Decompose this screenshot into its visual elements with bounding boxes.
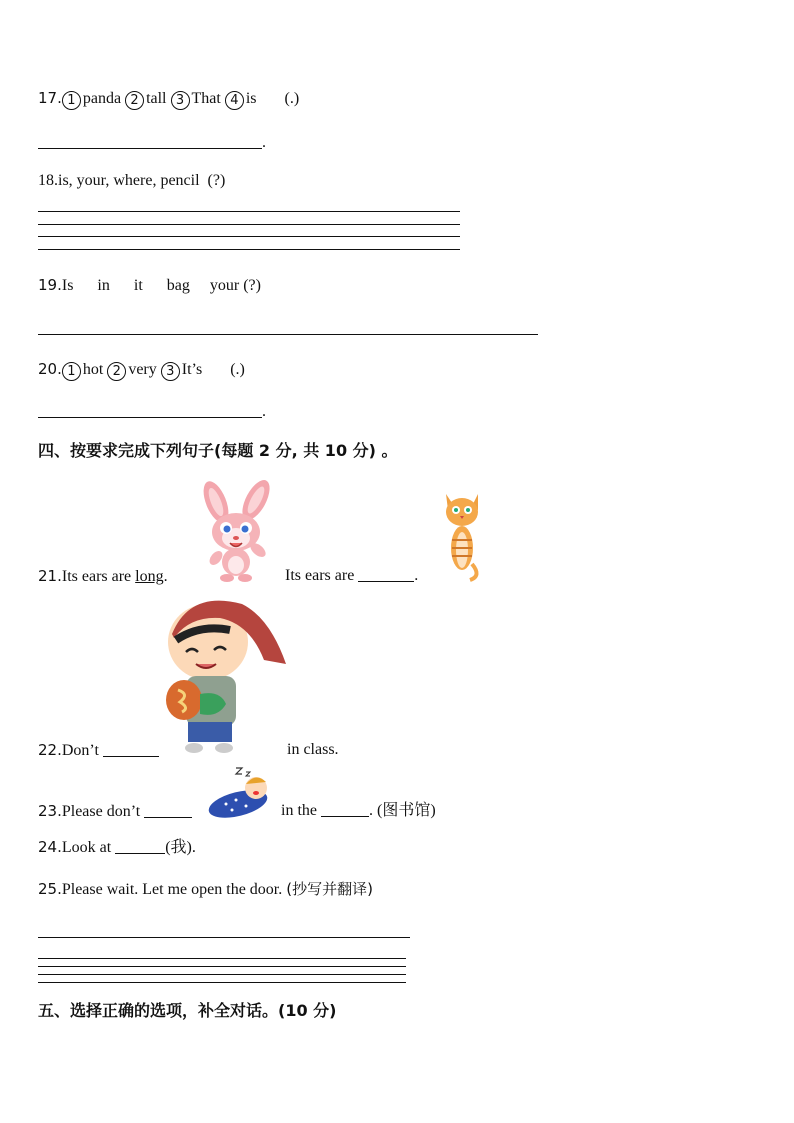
question-22: 22.Don’t (38, 740, 159, 761)
circled-number: 4 (225, 91, 244, 110)
question-22-end: in class. (287, 741, 339, 758)
boy-eating-icon (160, 594, 290, 756)
line-end-period: . (262, 134, 266, 151)
question-25: 25.Please wait. Let me open the door. (抄写并翻译) (38, 880, 373, 898)
answer-line (38, 211, 460, 212)
cat-icon (440, 490, 486, 582)
question-21: 21.Its ears are long. (38, 567, 168, 585)
circled-number: 1 (62, 91, 81, 110)
section-5-heading: 五、选择正确的选项，补全对话。(10 分) (38, 1001, 337, 1020)
answer-blank (358, 567, 414, 582)
answer-line (38, 236, 460, 237)
answer-line (38, 982, 406, 983)
question-19: 19.Is in it bag your (?) (38, 276, 261, 294)
circled-number: 2 (107, 362, 126, 381)
question-23-end: in the . (图书馆) (281, 802, 436, 819)
circled-number: 2 (125, 91, 144, 110)
circled-number: 3 (171, 91, 190, 110)
line-end-period: . (262, 403, 266, 420)
answer-line (38, 148, 262, 149)
circled-number: 1 (62, 362, 81, 381)
answer-line (38, 224, 460, 225)
circled-number: 3 (161, 362, 180, 381)
question-23: 23.Please don’t (38, 801, 192, 822)
sleeping-child-icon (206, 766, 272, 818)
answer-blank (115, 839, 165, 854)
answer-blank (103, 742, 159, 757)
answer-line (38, 966, 406, 967)
question-24: 24.Look at (我). (38, 838, 196, 856)
answer-line (38, 958, 406, 959)
answer-blank (321, 802, 369, 817)
answer-line (38, 417, 262, 418)
answer-line (38, 937, 410, 938)
question-17: 17. 1 panda 2 tall 3 That 4 is (.) (38, 89, 300, 108)
answer-line (38, 334, 538, 335)
answer-blank (144, 803, 192, 818)
answer-line (38, 249, 460, 250)
question-20: 20. 1 hot 2 very 3 It’s (.) (38, 360, 245, 379)
section-4-heading: 四、按要求完成下列句子(每题 2 分, 共 10 分) 。 (38, 441, 398, 460)
answer-line (38, 974, 406, 975)
rabbit-icon (194, 480, 280, 582)
question-18: 18.is, your, where, pencil (?) (38, 172, 226, 189)
question-21-second: Its ears are . (285, 567, 419, 584)
